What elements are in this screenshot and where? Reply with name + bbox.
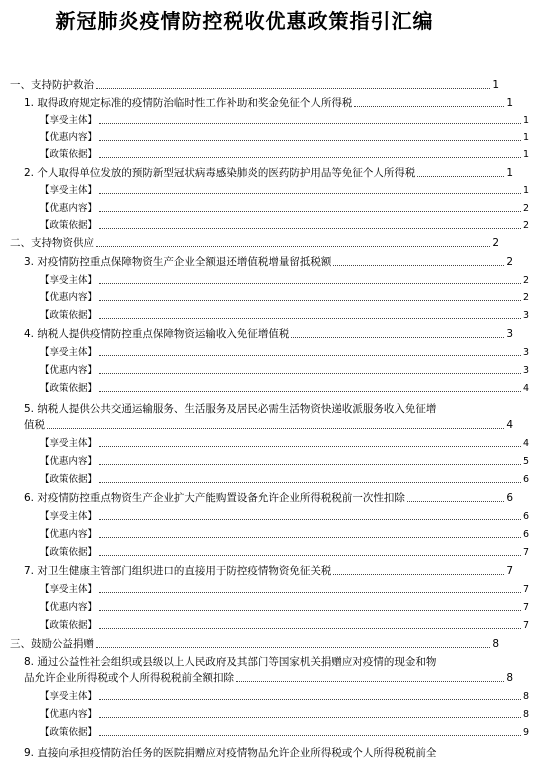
toc-item-label: 值税 — [24, 419, 45, 431]
toc-item-4[interactable] — [0, 327, 523, 341]
leader-dots — [333, 265, 504, 266]
leader-dots — [99, 519, 521, 520]
page-number: 3 — [522, 347, 529, 358]
page-number: 1 — [506, 167, 513, 179]
sub-label: 【优惠内容】 — [40, 132, 98, 143]
leader-dots — [96, 647, 490, 648]
leader-dots — [291, 337, 504, 338]
sub-label: 【政策依据】 — [40, 547, 98, 558]
toc-section-1[interactable] — [0, 78, 509, 92]
toc-sub-basis[interactable] — [0, 618, 539, 632]
toc-section-2[interactable] — [0, 236, 509, 250]
sub-label: 【政策依据】 — [40, 474, 98, 485]
page-number: 9 — [522, 727, 529, 738]
sub-label: 【享受主体】 — [40, 275, 98, 286]
toc-item-3[interactable] — [0, 255, 523, 269]
toc-sub-content[interactable] — [0, 600, 539, 614]
toc-item-8-line1[interactable]: 8. 通过公益性社会组织或县级以上人民政府及其部门等国家机关捐赠应对疫情的现金和物 — [24, 656, 437, 668]
toc-item-label: 2. 个人取得单位发放的预防新型冠状病毒感染肺炎的医药防护用品等免征个人所得税 — [24, 167, 416, 179]
leader-dots — [99, 537, 521, 538]
toc-item-2[interactable] — [0, 166, 523, 180]
toc-item-label: 1. 取得政府规定标准的疫情防治临时性工作补助和奖金免征个人所得税 — [24, 97, 353, 109]
toc-section-label: 三、鼓励公益捐赠 — [10, 638, 94, 650]
sub-label: 【政策依据】 — [40, 383, 98, 394]
page-number: 1 — [522, 185, 529, 196]
sub-label: 【享受主体】 — [40, 584, 98, 595]
leader-dots — [417, 176, 504, 177]
leader-dots — [99, 355, 521, 356]
page-number: 7 — [522, 602, 529, 613]
sub-label: 【政策依据】 — [40, 620, 98, 631]
leader-dots — [99, 391, 521, 392]
toc-sub-content[interactable] — [0, 527, 539, 541]
toc-item-7[interactable] — [0, 564, 523, 578]
toc-sub-subject[interactable] — [0, 436, 539, 450]
sub-label: 【政策依据】 — [40, 220, 98, 231]
leader-dots — [99, 699, 521, 700]
leader-dots — [333, 574, 504, 575]
sub-label: 【享受主体】 — [40, 511, 98, 522]
leader-dots — [407, 501, 504, 502]
page-number: 6 — [522, 474, 529, 485]
sub-label: 【享受主体】 — [40, 347, 98, 358]
page-number: 8 — [492, 638, 499, 650]
leader-dots — [96, 88, 490, 89]
page-number: 2 — [522, 275, 529, 286]
page-number: 2 — [492, 237, 499, 249]
toc-sub-basis[interactable] — [0, 725, 539, 739]
page-number: 1 — [522, 149, 529, 160]
leader-dots — [99, 735, 521, 736]
sub-label: 【享受主体】 — [40, 691, 98, 702]
sub-label: 【优惠内容】 — [40, 602, 98, 613]
page-number: 3 — [522, 365, 529, 376]
leader-dots — [99, 157, 521, 158]
toc-sub-subject[interactable] — [0, 183, 539, 197]
sub-label: 【享受主体】 — [40, 115, 98, 126]
page-number: 4 — [522, 438, 529, 449]
toc-sub-basis[interactable] — [0, 545, 539, 559]
page-number: 7 — [506, 565, 513, 577]
leader-dots — [99, 300, 521, 301]
page-number: 1 — [522, 132, 529, 143]
toc-sub-content[interactable] — [0, 201, 539, 215]
leader-dots — [99, 610, 521, 611]
page-number: 8 — [522, 709, 529, 720]
toc-item-6[interactable] — [0, 491, 523, 505]
page-number: 4 — [522, 383, 529, 394]
page-number: 3 — [506, 328, 513, 340]
page-number: 7 — [522, 547, 529, 558]
toc-sub-subject[interactable] — [0, 582, 539, 596]
toc-item-5-line2[interactable] — [0, 418, 523, 432]
sub-label: 【享受主体】 — [40, 438, 98, 449]
page-number: 2 — [522, 292, 529, 303]
toc-section-label: 二、支持物资供应 — [10, 237, 94, 249]
leader-dots — [47, 428, 504, 429]
sub-label: 【优惠内容】 — [40, 292, 98, 303]
sub-label: 【优惠内容】 — [40, 456, 98, 467]
sub-label: 【优惠内容】 — [40, 365, 98, 376]
sub-label: 【优惠内容】 — [40, 709, 98, 720]
leader-dots — [99, 211, 521, 212]
toc-sub-subject[interactable] — [0, 345, 539, 359]
leader-dots — [99, 717, 521, 718]
toc-sub-subject[interactable] — [0, 509, 539, 523]
page-number: 7 — [522, 584, 529, 595]
toc-item-label: 4. 纳税人提供疫情防控重点保障物资运输收入免征增值税 — [24, 328, 290, 340]
page-number: 7 — [522, 620, 529, 631]
sub-label: 【优惠内容】 — [40, 203, 98, 214]
page-number: 8 — [506, 672, 513, 684]
sub-label: 【政策依据】 — [40, 310, 98, 321]
toc-sub-basis[interactable] — [0, 218, 539, 232]
page-number: 6 — [522, 511, 529, 522]
toc-sub-content[interactable] — [0, 290, 539, 304]
page-number: 4 — [506, 419, 513, 431]
toc-sub-subject[interactable] — [0, 689, 539, 703]
leader-dots — [96, 246, 490, 247]
toc-sub-content[interactable] — [0, 130, 539, 144]
leader-dots — [99, 228, 521, 229]
leader-dots — [99, 193, 521, 194]
toc-item-label: 品允许企业所得税或个人所得税税前全额扣除 — [24, 672, 234, 684]
leader-dots — [99, 123, 521, 124]
page-number: 6 — [506, 492, 513, 504]
toc-item-1[interactable] — [0, 96, 523, 110]
toc-sub-content[interactable] — [0, 363, 539, 377]
toc-item-8-line2[interactable] — [0, 671, 523, 685]
toc-sub-content[interactable] — [0, 707, 539, 721]
sub-label: 【政策依据】 — [40, 727, 98, 738]
page-number: 2 — [506, 256, 513, 268]
page-number: 8 — [522, 691, 529, 702]
leader-dots — [99, 628, 521, 629]
leader-dots — [99, 482, 521, 483]
toc-item-9[interactable]: 9. 直接向承担疫情防治任务的医院捐赠应对疫情物品允许企业所得税或个人所得税税前全 — [24, 747, 437, 759]
toc-item-label: 7. 对卫生健康主管部门组织进口的直接用于防控疫情物资免征关税 — [24, 565, 332, 577]
page-number: 6 — [522, 529, 529, 540]
leader-dots — [99, 283, 521, 284]
toc-item-label: 3. 对疫情防控重点保障物资生产企业全额退还增值税增量留抵税额 — [24, 256, 332, 268]
leader-dots — [99, 592, 521, 593]
toc-item-label: 6. 对疫情防控重点物资生产企业扩大产能购置设备允许企业所得税税前一次性扣除 — [24, 492, 405, 504]
toc-sub-subject[interactable] — [0, 113, 539, 127]
page-number: 1 — [492, 79, 499, 91]
toc-sub-content[interactable] — [0, 454, 539, 468]
toc-item-5-line1[interactable]: 5. 纳税人提供公共交通运输服务、生活服务及居民必需生活物资快递收派服务收入免征增 — [24, 403, 437, 415]
sub-label: 【优惠内容】 — [40, 529, 98, 540]
page-number: 1 — [522, 115, 529, 126]
sub-label: 【享受主体】 — [40, 185, 98, 196]
page-number: 2 — [522, 203, 529, 214]
toc-sub-basis[interactable] — [0, 308, 539, 322]
toc-sub-basis[interactable] — [0, 147, 539, 161]
leader-dots — [99, 318, 521, 319]
toc-sub-subject[interactable] — [0, 273, 539, 287]
page-number: 1 — [506, 97, 513, 109]
leader-dots — [354, 106, 504, 107]
page-number: 3 — [522, 310, 529, 321]
toc-sub-basis[interactable] — [0, 472, 539, 486]
sub-label: 【政策依据】 — [40, 149, 98, 160]
toc-section-3[interactable] — [0, 637, 509, 651]
page-number: 2 — [522, 220, 529, 231]
page-number: 5 — [522, 456, 529, 467]
leader-dots — [236, 681, 504, 682]
leader-dots — [99, 140, 521, 141]
toc-section-label: 一、支持防护救治 — [10, 79, 94, 91]
leader-dots — [99, 555, 521, 556]
document-title: 新冠肺炎疫情防控税收优惠政策指引汇编 — [55, 9, 434, 33]
leader-dots — [99, 464, 521, 465]
leader-dots — [99, 446, 521, 447]
leader-dots — [99, 373, 521, 374]
toc-sub-basis[interactable] — [0, 381, 539, 395]
